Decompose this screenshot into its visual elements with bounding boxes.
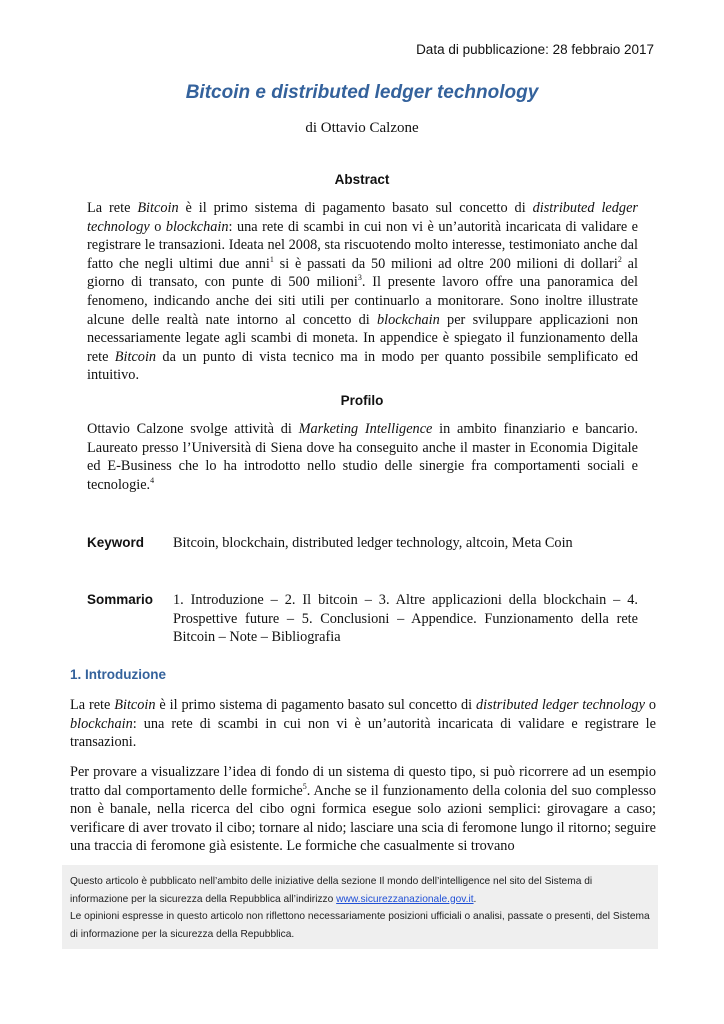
footnote-ref-4[interactable]: 4 — [150, 476, 155, 486]
summary-label: Sommario — [87, 592, 154, 607]
section-heading-introduction: 1. Introduzione — [70, 667, 166, 682]
footnote-ref-1[interactable]: 1 — [269, 255, 274, 265]
footnote-ref-5[interactable]: 5 — [302, 781, 307, 791]
website-link[interactable]: www.sicurezzanazionale.gov.it — [336, 893, 474, 905]
intro-paragraph-1: La rete Bitcoin è il primo sistema di pagamento basato sul concetto di distributed ledger technology o blockchain: una rete di scambi in cui non vi è un’autorità incaricata di validare e registrare le transazioni. — [70, 697, 657, 751]
publication-date: Data di pubblicazione: 28 febbraio 2017 — [416, 42, 654, 57]
footer-note-disclaimer: Le opinioni espresse in questo articolo non riflettono necessariamente posizioni ufficiali o analisi, passate o presenti, del Sistema di informazione per la sicurezza della Repubblica. — [70, 911, 650, 940]
footer-note-box — [62, 865, 658, 949]
footer-note-publication: Questo articolo è pubblicato nell’ambito delle iniziative della sezione Il mondo dell’intelligence nel sito del Sistema di informazione per la sicurezza della Repubblica all’indirizzo www.sicurezzanazionale.gov.it. — [70, 876, 593, 905]
profile-paragraph: Ottavio Calzone svolge attività di Marketing Intelligence in ambito finanziario e bancario. Laureato presso l’Università di Siena dove ha conseguito anche il master in Economia Digitale ed E-Business che lo ha introdotto nello studio delle sinergie fra comportamenti sociali e tecnologie.$^4$ — [87, 421, 638, 493]
abstract-paragraph: La rete Bitcoin è il primo sistema di pagamento basato sul concetto di distributed ledger technology o blockchain: una rete di scambi in cui non vi è un’autorità incaricata di validare e registrare le transazioni. Ideata nel 2008, sta riscuotendo molto interesse, testimoniato anche dal fatto che negli ultimi due anni$^1$ si è passati da 50 milioni ad oltre 200 milioni di dollari$^2$ al giorno di transato, con punte di 500 milioni$^3$. Il presente lavoro offre una panoramica del fenomeno, indicando anche dei siti utili per continuarlo a monitorare. Sono inoltre illustrate alcune delle realtà nate intorno al concetto di blockchain per sviluppare applicazioni non necessariamente legate agli scambi di moneta. In appendice è spiegato il funzionamento della rete Bitcoin da un punto di vista tecnico ma in modo per quanto possibile semplificato ed intuitivo. — [87, 200, 638, 384]
keyword-value: Bitcoin, blockchain, distributed ledger technology, altcoin, Meta Coin — [173, 535, 573, 551]
intro-paragraph-2: Per provare a visualizzare l’idea di fondo di un sistema di questo tipo, si può ricorrere ad un esempio tratto dal comportamento delle formiche$^5$. Anche se il funzionamento della colonia del suo complesso non è banale, nella ricerca del cibo ogni formica esegue solo azioni semplici: girovagare a caso; verificare di aver trovato il cibo; tornare al nido; lasciare una scia di feromone lungo il ritorno; seguire una traccia di feromone già esistente. Le formiche che casualmente si trovano — [70, 764, 657, 855]
summary-value: 1. Introduzione – 2. Il bitcoin – 3. Altre applicazioni della blockchain – 4. Prospettive future – 5. Conclusioni – Appendice. Funzionamento della rete Bitcoin – Note – Bibliografia — [173, 592, 638, 646]
keyword-label: Keyword — [87, 535, 145, 550]
article-author: di Ottavio Calzone — [305, 120, 419, 136]
article-title: Bitcoin e distributed ledger technology — [185, 82, 539, 103]
footnote-ref-3[interactable]: 3 — [357, 273, 362, 283]
footnote-ref-2[interactable]: 2 — [617, 255, 622, 265]
profile-heading: Profilo — [340, 393, 384, 408]
abstract-heading: Abstract — [334, 172, 390, 187]
